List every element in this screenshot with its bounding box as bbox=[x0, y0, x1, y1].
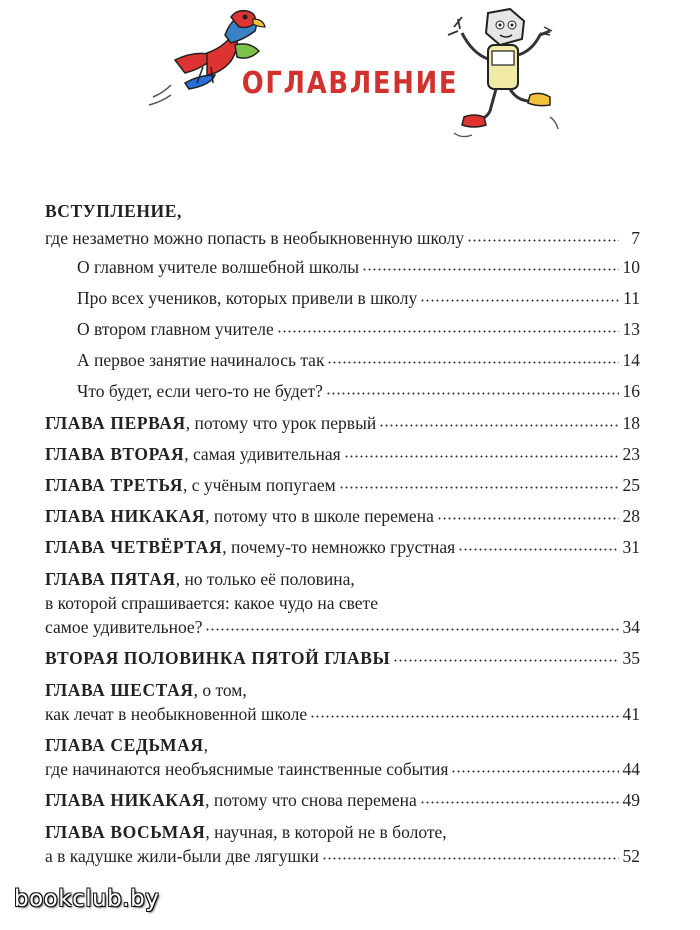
chapter-subtitle: , о том, bbox=[193, 680, 247, 700]
table-of-contents bbox=[45, 203, 640, 879]
dot-leader bbox=[467, 239, 619, 242]
toc-entry-sub-5[interactable] bbox=[45, 383, 640, 415]
page-number: 23 bbox=[622, 444, 640, 464]
page-number: 7 bbox=[631, 228, 640, 248]
toc-entry-sub-1[interactable] bbox=[45, 259, 640, 290]
chapter-subtitle-line: а в кадушке жили-были две лягушки bbox=[45, 846, 319, 866]
intro-subtitle: где незаметно можно попасть в необыкновенную школу bbox=[45, 228, 465, 248]
toc-entry-chapter-none-1[interactable] bbox=[45, 508, 640, 539]
toc-entry-sub-2[interactable] bbox=[45, 290, 640, 321]
chapter-subtitle: , самая удивительная bbox=[184, 444, 341, 464]
toc-entry-intro[interactable] bbox=[45, 203, 640, 259]
dot-leader bbox=[451, 770, 619, 773]
page-number: 25 bbox=[622, 475, 640, 495]
chapter-title: ГЛАВА ПЕРВАЯ bbox=[45, 413, 186, 433]
subsection-label: А первое занятие начиналось так bbox=[77, 350, 325, 370]
dot-leader bbox=[322, 857, 619, 860]
toc-entry-sub-4[interactable] bbox=[45, 352, 640, 383]
chapter-subtitle-line: где начинаются необъяснимые таинственные события bbox=[45, 759, 449, 779]
subsection-label: О главном учителе волшебной школы bbox=[77, 257, 359, 277]
page-number: 44 bbox=[622, 759, 640, 779]
subsection-label: Что будет, если чего-то не будет? bbox=[77, 381, 323, 401]
page-number: 10 bbox=[622, 257, 640, 277]
dot-leader bbox=[277, 330, 619, 333]
watermark: bookclub.by bbox=[14, 886, 160, 912]
page-number: 31 bbox=[622, 537, 640, 557]
page-number: 11 bbox=[623, 288, 640, 308]
toc-entry-chapter-7[interactable] bbox=[45, 737, 640, 792]
page-number: 13 bbox=[622, 319, 640, 339]
page-number: 52 bbox=[622, 846, 640, 866]
toc-entry-chapter-4[interactable] bbox=[45, 539, 640, 571]
dot-leader bbox=[344, 455, 619, 458]
chapter-title: ГЛАВА НИКАКАЯ bbox=[45, 506, 206, 526]
chapter-subtitle: , потому что в школе перемена bbox=[205, 506, 434, 526]
dot-leader bbox=[420, 801, 619, 804]
chapter-subtitle: , научная, в которой не в болоте, bbox=[205, 822, 447, 842]
toc-entry-chapter-6[interactable] bbox=[45, 682, 640, 737]
toc-entry-chapter-5b[interactable] bbox=[45, 650, 640, 682]
chapter-subtitle-line: в которой спрашивается: какое чудо на свете bbox=[45, 593, 378, 613]
dot-leader bbox=[458, 548, 619, 551]
chapter-title: ГЛАВА ЧЕТВЁРТАЯ bbox=[45, 537, 223, 557]
page-title: ОГЛАВЛЕНИЕ bbox=[241, 66, 459, 101]
dot-leader bbox=[362, 268, 619, 271]
toc-entry-chapter-1[interactable] bbox=[45, 415, 640, 446]
toc-entry-chapter-none-2[interactable] bbox=[45, 792, 640, 824]
dot-leader bbox=[379, 424, 619, 427]
chapter-subtitle: , потому что снова перемена bbox=[205, 790, 417, 810]
dot-leader bbox=[339, 486, 619, 489]
page-number: 16 bbox=[622, 381, 640, 401]
dot-leader bbox=[327, 361, 619, 364]
chapter-subtitle: , потому что урок первый bbox=[185, 413, 377, 433]
toc-entry-chapter-5[interactable] bbox=[45, 571, 640, 650]
page-number: 34 bbox=[622, 617, 640, 637]
page-number: 18 bbox=[622, 413, 640, 433]
subsection-label: О втором главном учителе bbox=[77, 319, 274, 339]
page-number: 28 bbox=[622, 506, 640, 526]
chapter-subtitle: , с учёным попугаем bbox=[182, 475, 336, 495]
page-number: 35 bbox=[622, 648, 640, 668]
page-number: 41 bbox=[622, 704, 640, 724]
intro-heading: ВСТУПЛЕНИЕ, bbox=[45, 201, 183, 221]
dot-leader bbox=[437, 517, 619, 520]
chapter-title: ГЛАВА СЕДЬМАЯ bbox=[45, 735, 204, 755]
chapter-title: ГЛАВА ТРЕТЬЯ bbox=[45, 475, 183, 495]
chapter-title: ГЛАВА НИКАКАЯ bbox=[45, 790, 206, 810]
toc-entry-chapter-8[interactable] bbox=[45, 824, 640, 879]
chapter-title: ГЛАВА ПЯТАЯ bbox=[45, 569, 176, 589]
chapter-title: ГЛАВА ШЕСТАЯ bbox=[45, 680, 194, 700]
dot-leader bbox=[310, 715, 619, 718]
chapter-subtitle: , но только её половина, bbox=[175, 569, 355, 589]
toc-entry-chapter-2[interactable] bbox=[45, 446, 640, 477]
dot-leader bbox=[420, 299, 619, 302]
dot-leader bbox=[393, 659, 619, 662]
robot-illustration bbox=[440, 5, 570, 150]
toc-entry-chapter-3[interactable] bbox=[45, 477, 640, 508]
subsection-label: Про всех учеников, которых привели в школу bbox=[77, 288, 418, 308]
dot-leader bbox=[205, 628, 619, 631]
chapter-subtitle: , bbox=[203, 735, 208, 755]
chapter-subtitle: , почему-то немножко грустная bbox=[222, 537, 456, 557]
page-number: 14 bbox=[622, 350, 640, 370]
page-number: 49 bbox=[622, 790, 640, 810]
chapter-subtitle-line: как лечат в необыкновенной школе bbox=[45, 704, 308, 724]
toc-entry-sub-3[interactable] bbox=[45, 321, 640, 352]
chapter-title: ГЛАВА ВТОРАЯ bbox=[45, 444, 185, 464]
chapter-title: ГЛАВА ВОСЬМАЯ bbox=[45, 822, 206, 842]
dot-leader bbox=[326, 392, 619, 395]
chapter-subtitle-line: самое удивительное? bbox=[45, 617, 203, 637]
chapter-title: ВТОРАЯ ПОЛОВИНКА ПЯТОЙ ГЛАВЫ bbox=[45, 648, 391, 668]
